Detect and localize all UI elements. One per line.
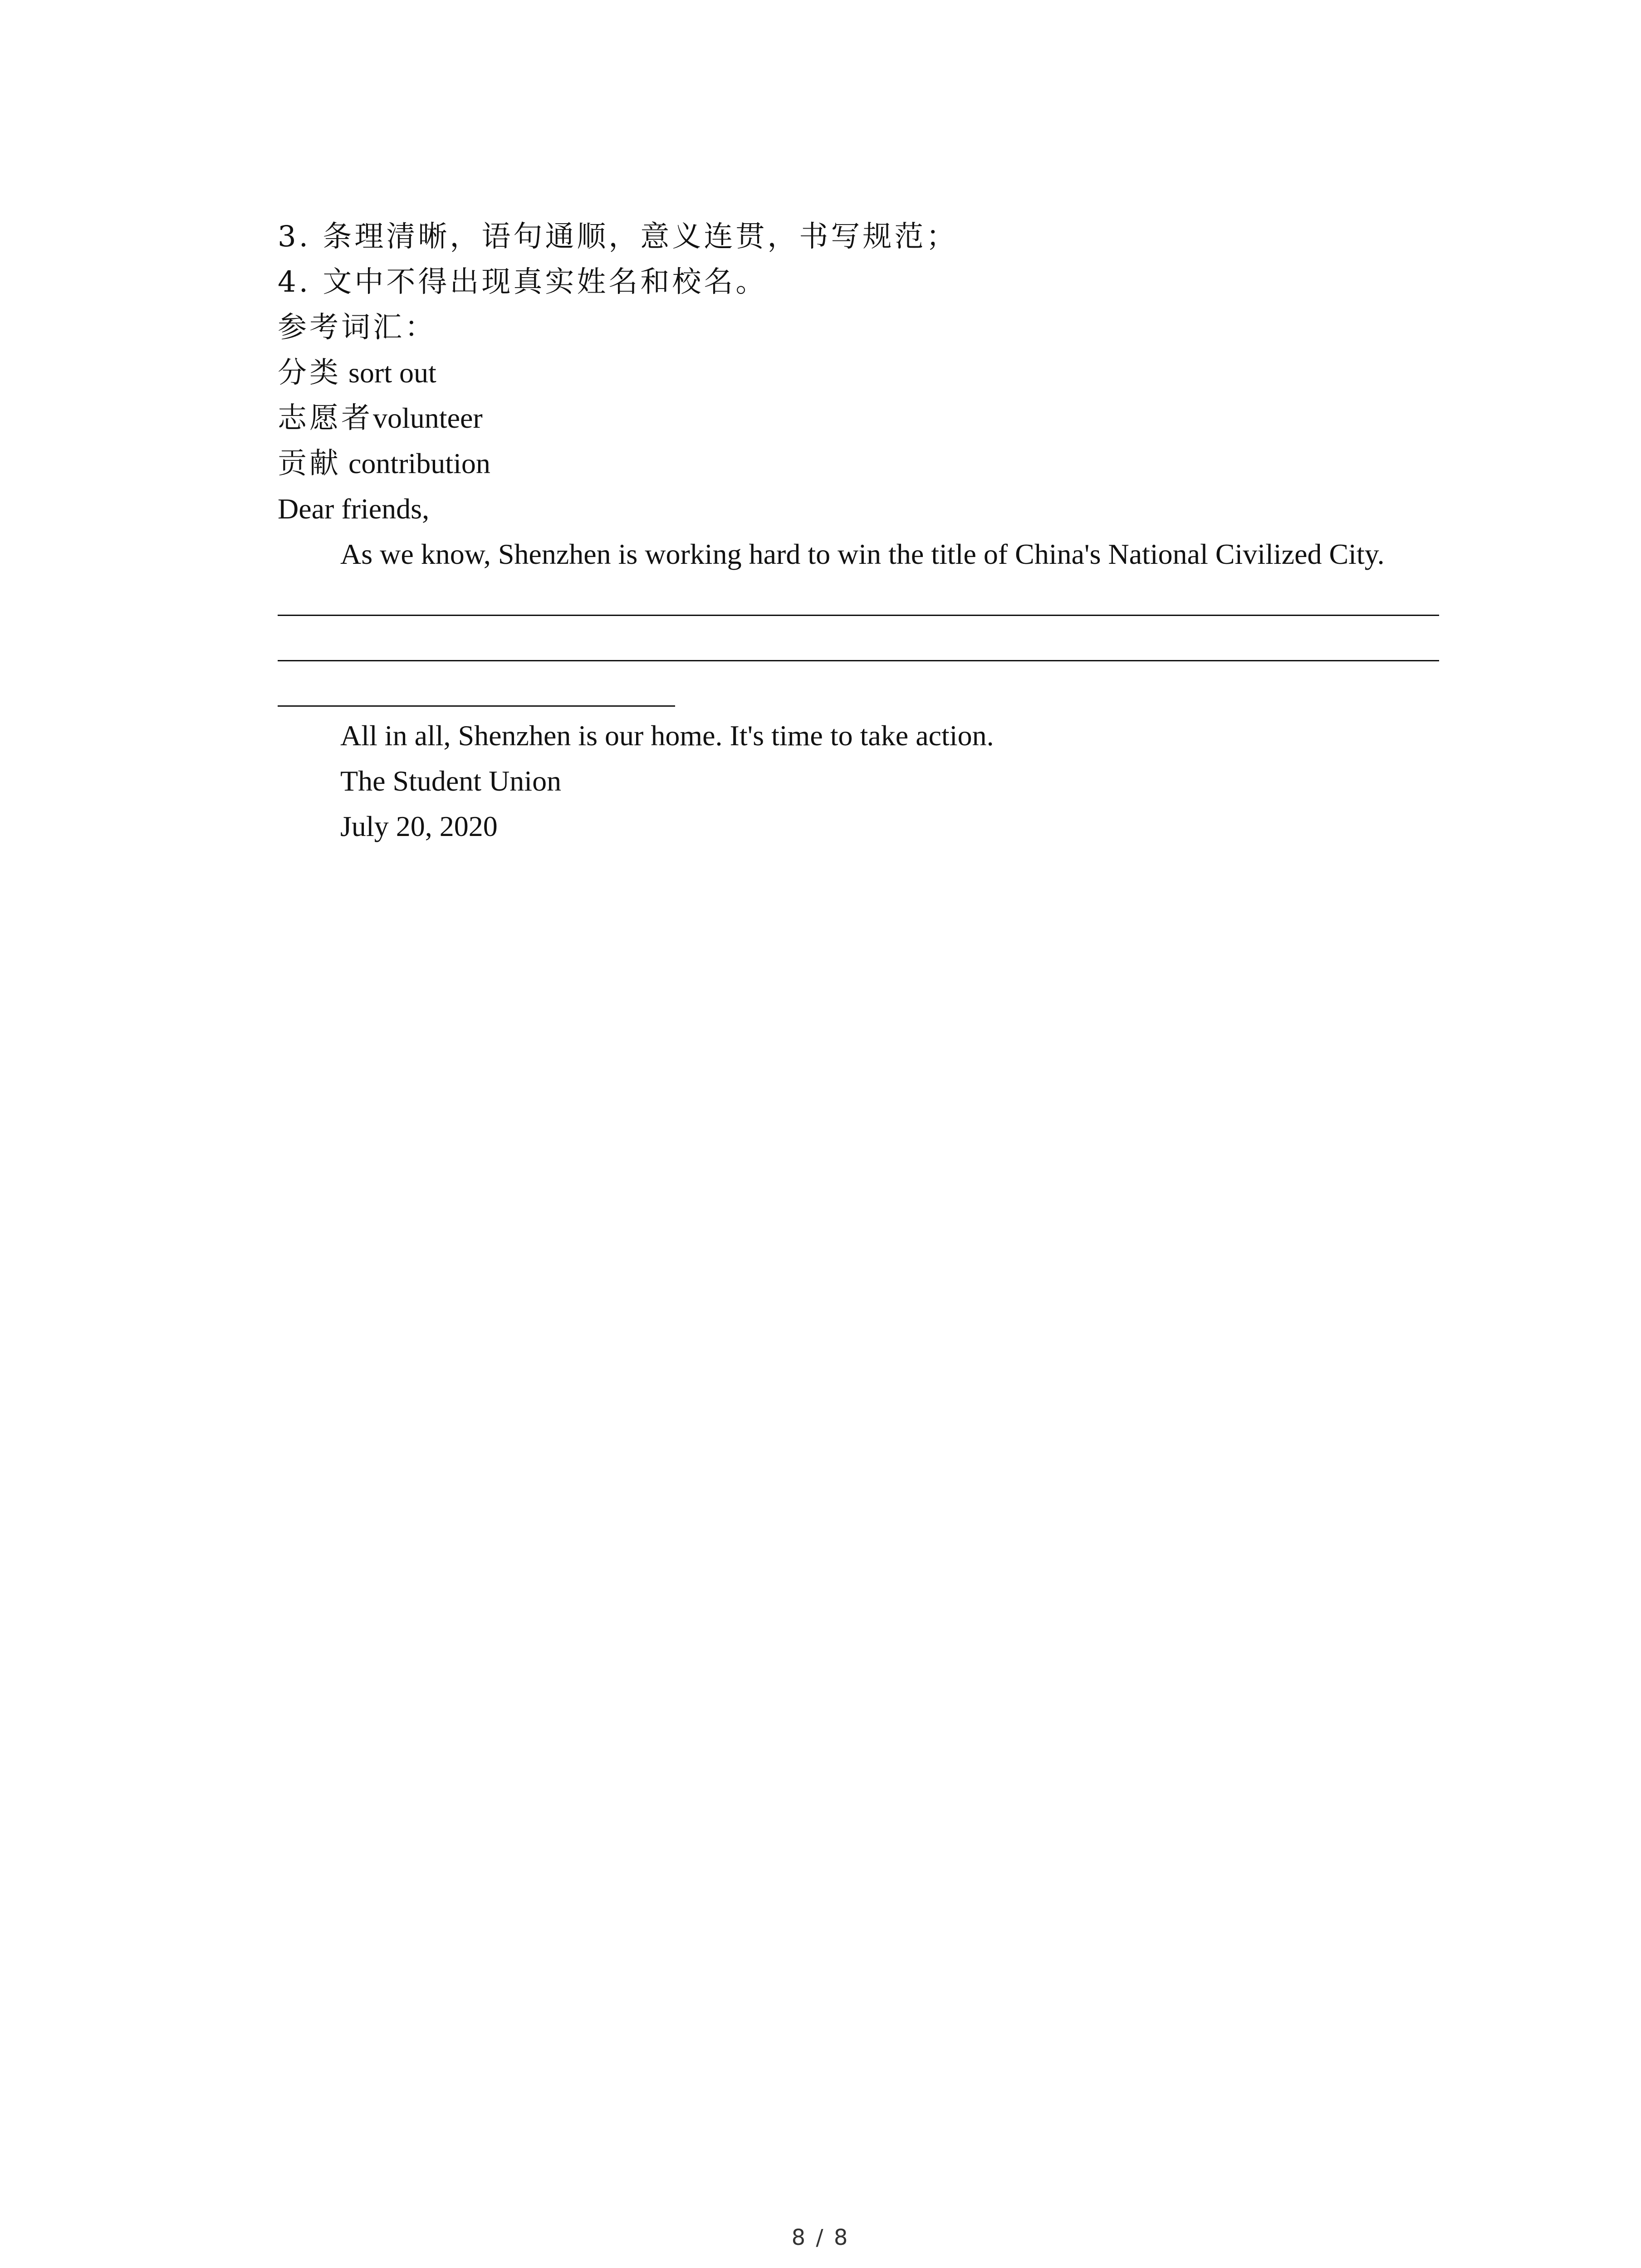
page-content (278, 214, 1439, 849)
vocabulary-item-en: volunteer (373, 402, 483, 434)
vocabulary-heading (278, 305, 1439, 350)
vocabulary-item-cn: 贡献 (278, 447, 341, 480)
vocabulary-item-en: sort out (341, 357, 436, 389)
writing-line[interactable] (278, 622, 1439, 668)
vocabulary-item (278, 396, 1439, 441)
vocabulary-heading-text: 参考词汇： (278, 311, 436, 344)
requirement-item-4 (278, 259, 1439, 305)
requirement-item-4-text: 4. 文中不得出现真实姓名和校名。 (278, 265, 768, 299)
letter-closing: All in all, Shenzhen is our home. It's time to take action. (340, 719, 994, 752)
vocabulary-item (278, 350, 1439, 396)
letter-signature: The Student Union (340, 765, 562, 797)
writing-line[interactable] (278, 577, 1439, 622)
vocabulary-item-en: contribution (341, 447, 490, 479)
requirement-item-3-text: 3. 条理清晰，语句通顺，意义连贯，书写规范； (278, 220, 958, 254)
page-number: 8 / 8 (791, 2225, 850, 2250)
letter-date: July 20, 2020 (340, 810, 498, 842)
requirement-item-3 (278, 214, 1439, 259)
writing-line[interactable] (278, 668, 1439, 713)
vocabulary-item-cn: 分类 (278, 356, 341, 390)
vocabulary-item (278, 441, 1439, 486)
letter-opening: As we know, Shenzhen is working hard to win the title of China's National Civilized City. (340, 538, 1385, 570)
vocabulary-item-cn: 志愿者 (278, 401, 373, 435)
letter-greeting: Dear friends, (278, 493, 430, 525)
